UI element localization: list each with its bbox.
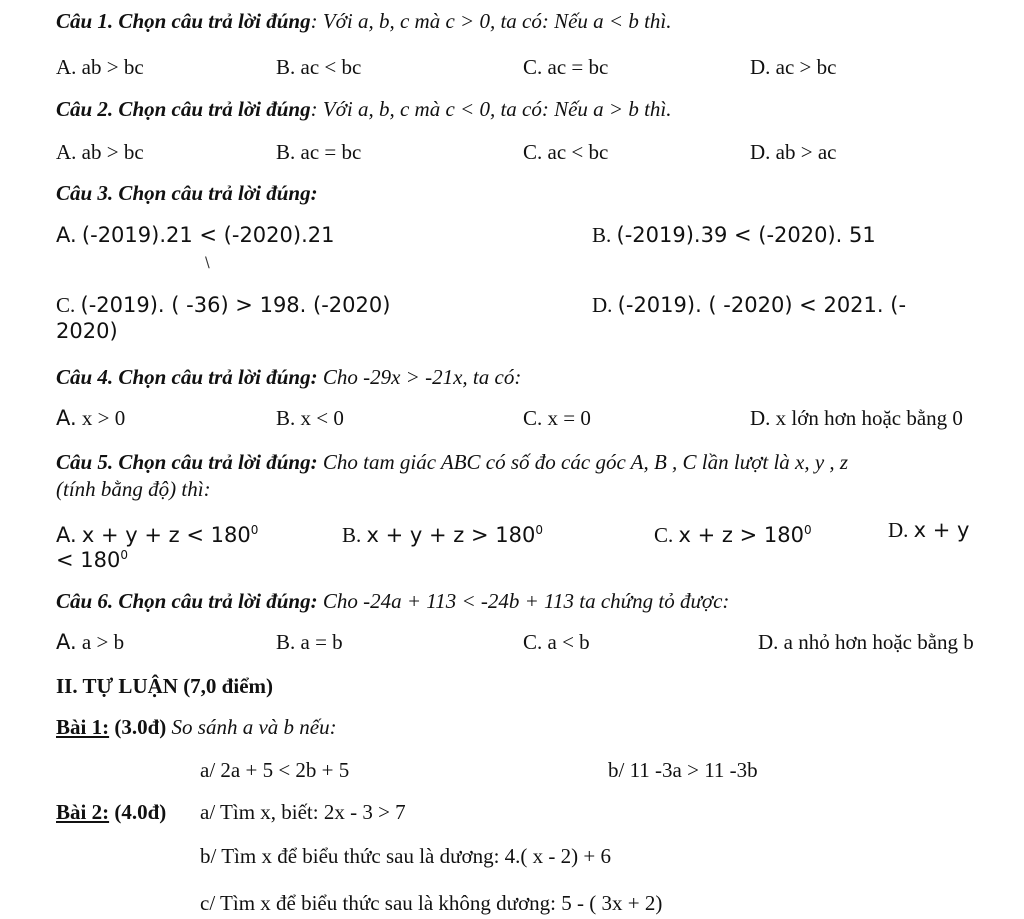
question-5-text: Cho tam giác ABC có số đo các góc A, B , C lần lượt là x, y , z	[317, 450, 849, 474]
bai-2-part-a: a/ Tìm x, biết: 2x - 3 > 7	[200, 800, 406, 824]
question-5-prompt	[56, 449, 848, 475]
question-6-text: Cho -24a + 113 < -24b + 113 ta chứng tỏ được:	[317, 589, 730, 613]
q3-option-b-letter: B.	[592, 223, 612, 247]
q5-option-c-letter: C.	[654, 523, 674, 547]
q5-option-d-cont-expr: < 180	[56, 548, 121, 572]
q3-option-d-cont: 2020)	[56, 319, 118, 343]
q4-option-a-letter: A.	[56, 406, 77, 430]
q6-option-a-letter: A.	[56, 630, 77, 654]
bai-1-part-a: a/ 2a + 5 < 2b + 5	[200, 758, 350, 782]
bai-2-part-c: c/ Tìm x để biểu thức sau là không dương: 5 - ( 3x + 2)	[200, 891, 663, 915]
bai-2-part-b: b/ Tìm x để biểu thức sau là dương: 4.( x - 2) + 6	[200, 844, 612, 868]
q5-option-b	[342, 517, 543, 548]
q5-option-d	[888, 517, 969, 543]
q3-option-a-expr: (-2019).21 < (-2020).21	[81, 223, 335, 247]
stray-pen-mark: \	[205, 255, 210, 271]
q1-option-c: C. ac = bc	[523, 55, 609, 79]
bai-2-points: (4.0đ)	[109, 800, 167, 824]
degree-superscript: 0	[535, 523, 543, 537]
q3-option-a	[56, 222, 334, 248]
q2-option-c: C. ac < bc	[523, 140, 609, 164]
q5-option-d-expr: x + y	[913, 518, 970, 542]
q6-option-d: D. a nhỏ hơn hoặc bằng b	[758, 630, 974, 654]
bai-1-label: Bài 1:	[56, 715, 110, 739]
q5-option-c	[654, 517, 812, 548]
q6-option-a-expr: a > b	[76, 630, 125, 654]
q3-option-b	[592, 222, 876, 248]
degree-superscript: 0	[250, 523, 259, 537]
q5-option-d-cont	[56, 542, 128, 573]
q5-option-a-letter: A.	[56, 523, 77, 547]
q1-option-d: D. ac > bc	[750, 55, 837, 79]
q3-option-c	[56, 292, 390, 318]
question-5-label: Câu 5. Chọn câu trả lời đúng:	[56, 450, 318, 474]
section-2-heading: II. TỰ LUẬN (7,0 điểm)	[56, 674, 274, 698]
question-6-label: Câu 6. Chọn câu trả lời đúng:	[56, 589, 318, 613]
question-2-text: : Với a, b, c mà c < 0, ta có: Nếu a > b thì.	[310, 97, 672, 121]
question-4-text: Cho -29x > -21x, ta có:	[317, 365, 522, 389]
question-2-label: Câu 2. Chọn câu trả lời đúng	[56, 97, 311, 121]
question-3-label: Câu 3. Chọn câu trả lời đúng:	[56, 181, 318, 205]
q4-option-b: B. x < 0	[276, 406, 344, 430]
q3-option-b-expr: (-2019).39 < (-2020). 51	[616, 223, 876, 247]
q5-option-d-letter: D.	[888, 518, 909, 542]
q1-option-a: A. ab > bc	[56, 55, 144, 79]
q6-option-c: C. a < b	[523, 630, 590, 654]
q6-option-a	[56, 629, 124, 655]
q3-option-a-letter: A.	[56, 223, 77, 247]
q5-option-b-expr: x + y + z > 180	[366, 523, 536, 547]
question-5-text-cont: (tính bằng độ) thì:	[56, 477, 211, 501]
question-1-text: : Với a, b, c mà c > 0, ta có: Nếu a < b thì.	[310, 9, 672, 33]
question-1-prompt	[56, 8, 672, 34]
q4-option-c: C. x = 0	[523, 406, 591, 430]
q5-option-c-expr: x + z > 180	[678, 523, 804, 547]
bai-2-prompt	[56, 799, 166, 825]
q3-option-d-letter: D.	[592, 293, 613, 317]
bai-1-points: (3.0đ)	[109, 715, 167, 739]
q6-option-b: B. a = b	[276, 630, 343, 654]
q4-option-a	[56, 405, 125, 431]
q2-option-a: A. ab > bc	[56, 140, 144, 164]
question-1-label: Câu 1. Chọn câu trả lời đúng	[56, 9, 311, 33]
degree-superscript: 0	[803, 523, 812, 537]
q3-option-c-letter: C.	[56, 293, 76, 317]
q2-option-d: D. ab > ac	[750, 140, 837, 164]
q1-option-b: B. ac < bc	[276, 55, 362, 79]
degree-superscript: 0	[120, 548, 128, 562]
question-4-label: Câu 4. Chọn câu trả lời đúng:	[56, 365, 318, 389]
q4-option-d: D. x lớn hơn hoặc bằng 0	[750, 406, 963, 430]
question-4-prompt	[56, 364, 521, 390]
q3-option-d	[592, 292, 906, 318]
q5-option-a-expr: x + y + z < 180	[81, 523, 251, 547]
bai-1-text: So sánh a và b nếu:	[166, 715, 337, 739]
bai-1-part-b: b/ 11 -3a > 11 -3b	[608, 758, 758, 782]
q4-option-a-expr: x > 0	[76, 406, 126, 430]
bai-1-prompt	[56, 714, 337, 740]
bai-2-label: Bài 2:	[56, 800, 110, 824]
question-6-prompt	[56, 588, 729, 614]
question-2-prompt	[56, 96, 672, 122]
q3-option-d-expr: (-2019). ( -2020) < 2021. (-	[617, 293, 907, 317]
q5-option-b-letter: B.	[342, 523, 362, 547]
q3-option-c-expr: (-2019). ( -36) > 198. (-2020)	[80, 293, 391, 317]
q2-option-b: B. ac = bc	[276, 140, 362, 164]
